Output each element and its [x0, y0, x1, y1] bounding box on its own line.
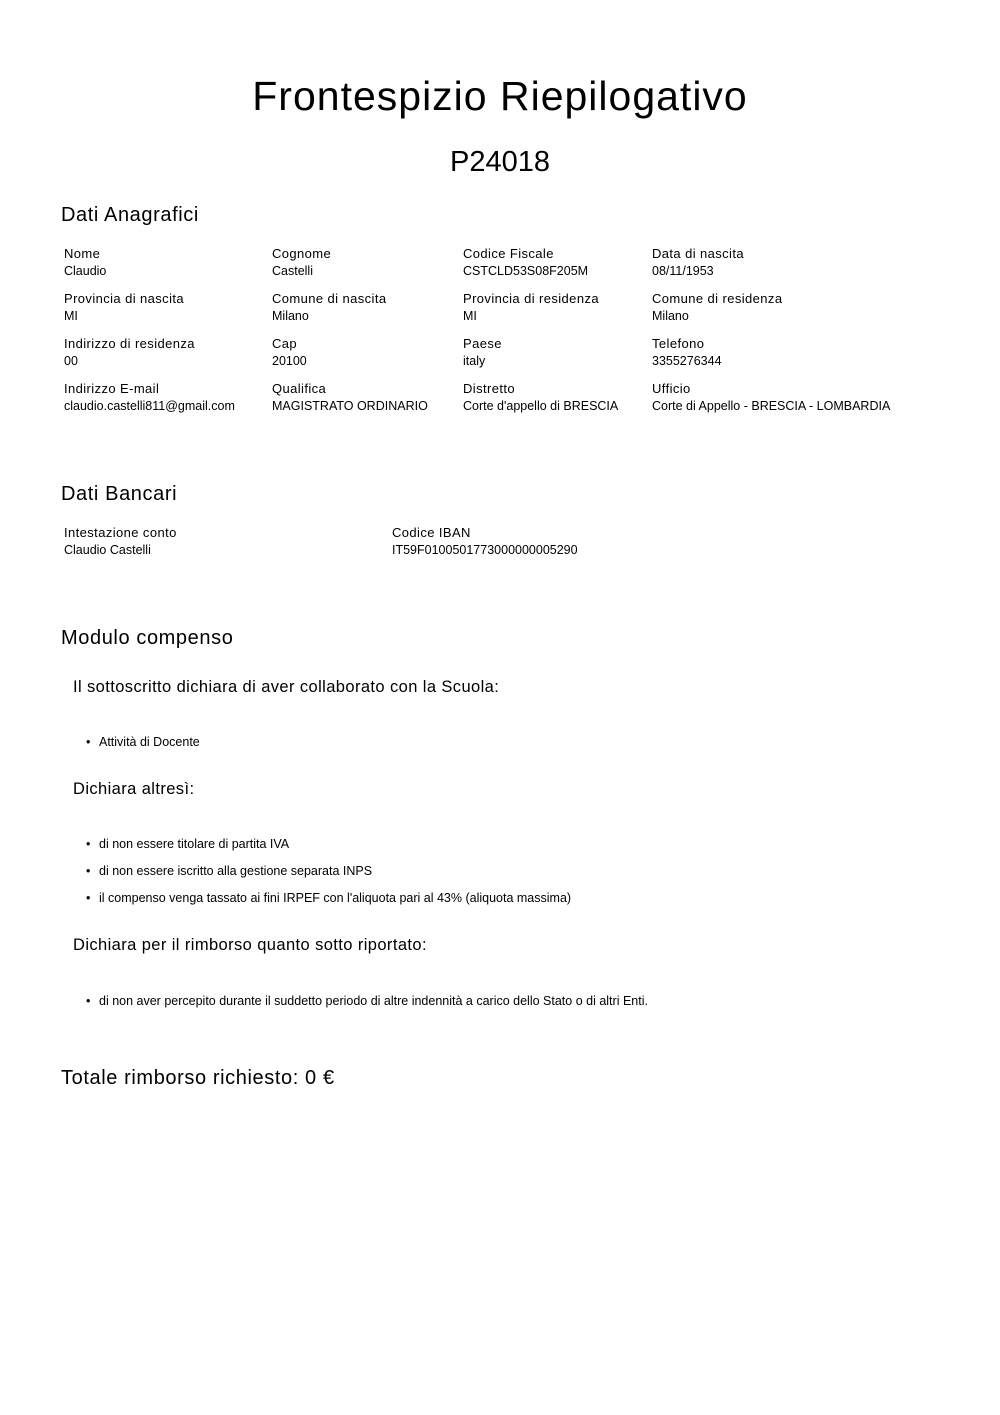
field-label: Qualifica — [272, 381, 327, 396]
field-value: MI — [64, 309, 78, 323]
page-title: Frontespizio Riepilogativo — [252, 73, 748, 119]
field-label: Cognome — [272, 246, 332, 261]
list-item: • il compenso venga tassato ai fini IRPEF con l'aliquota pari al 43% (aliquota massima) — [86, 885, 571, 912]
field-cap — [272, 336, 307, 370]
section-title-bancari: Dati Bancari — [61, 483, 178, 505]
field-value: 20100 — [272, 354, 307, 368]
list-item: • di non essere iscritto alla gestione separata INPS — [86, 858, 571, 885]
document-code: P24018 — [450, 146, 550, 178]
field-value: MI — [463, 309, 477, 323]
field-provincia-residenza — [463, 291, 599, 325]
field-value: Corte di Appello - BRESCIA - LOMBARDIA — [652, 399, 891, 413]
field-label: Ufficio — [652, 381, 691, 396]
field-label: Telefono — [652, 336, 705, 351]
altresi-list — [86, 831, 571, 912]
field-label: Indirizzo di residenza — [64, 336, 195, 351]
field-nome — [64, 246, 106, 280]
field-email — [64, 381, 235, 415]
field-data-nascita — [652, 246, 744, 280]
field-value: Castelli — [272, 264, 313, 278]
field-label: Comune di residenza — [652, 291, 783, 306]
field-value: CSTCLD53S08F205M — [463, 264, 589, 278]
field-value: italy — [463, 354, 486, 368]
field-label: Cap — [272, 336, 298, 351]
field-label: Codice IBAN — [392, 525, 471, 540]
field-value: Milano — [652, 309, 689, 323]
rimborso-heading: Dichiara per il rimborso quanto sotto riportato: — [73, 936, 427, 954]
field-value: Claudio — [64, 264, 107, 278]
field-label: Provincia di nascita — [64, 291, 184, 306]
field-label: Provincia di residenza — [463, 291, 599, 306]
field-codice-iban — [392, 525, 578, 559]
field-intestazione-conto — [64, 525, 177, 559]
field-value: Claudio Castelli — [64, 543, 151, 557]
field-label: Intestazione conto — [64, 525, 177, 540]
field-provincia-nascita — [64, 291, 184, 325]
field-label: Nome — [64, 246, 101, 261]
field-value: 00 — [64, 354, 78, 368]
field-comune-nascita — [272, 291, 386, 325]
field-value: Milano — [272, 309, 309, 323]
field-label: Data di nascita — [652, 246, 744, 261]
list-item: • Attività di Docente — [86, 729, 200, 756]
field-value: Corte d'appello di BRESCIA — [463, 399, 619, 413]
field-value: 08/11/1953 — [652, 264, 714, 278]
field-label: Comune di nascita — [272, 291, 387, 306]
field-value: 3355276344 — [652, 354, 722, 368]
altresi-heading: Dichiara altresì: — [73, 780, 195, 798]
field-value: claudio.castelli811@gmail.com — [64, 399, 235, 413]
field-label: Distretto — [463, 381, 516, 396]
field-label: Paese — [463, 336, 502, 351]
field-distretto — [463, 381, 618, 415]
field-ufficio — [652, 381, 890, 415]
collab-heading: Il sottoscritto dichiara di aver collaborato con la Scuola: — [73, 678, 500, 696]
collab-list — [86, 729, 200, 756]
field-value: IT59F0100501773000000005290 — [392, 543, 578, 557]
list-item: • di non aver percepito durante il suddetto periodo di altre indennità a carico dello Stato o di altri Enti. — [86, 988, 648, 1015]
field-comune-residenza — [652, 291, 782, 325]
field-indirizzo-residenza — [64, 336, 195, 370]
field-cognome — [272, 246, 331, 280]
section-title-anagrafici: Dati Anagrafici — [61, 204, 199, 226]
field-qualifica — [272, 381, 428, 415]
field-paese — [463, 336, 502, 370]
field-codice-fiscale — [463, 246, 588, 280]
field-label: Codice Fiscale — [463, 246, 554, 261]
field-label: Indirizzo E-mail — [64, 381, 160, 396]
totale-rimborso: Totale rimborso richiesto: 0 € — [61, 1067, 335, 1089]
field-telefono — [652, 336, 722, 370]
rimborso-list — [86, 988, 648, 1015]
field-value: MAGISTRATO ORDINARIO — [272, 399, 428, 413]
section-title-compenso: Modulo compenso — [61, 627, 234, 649]
list-item: • di non essere titolare di partita IVA — [86, 831, 571, 858]
